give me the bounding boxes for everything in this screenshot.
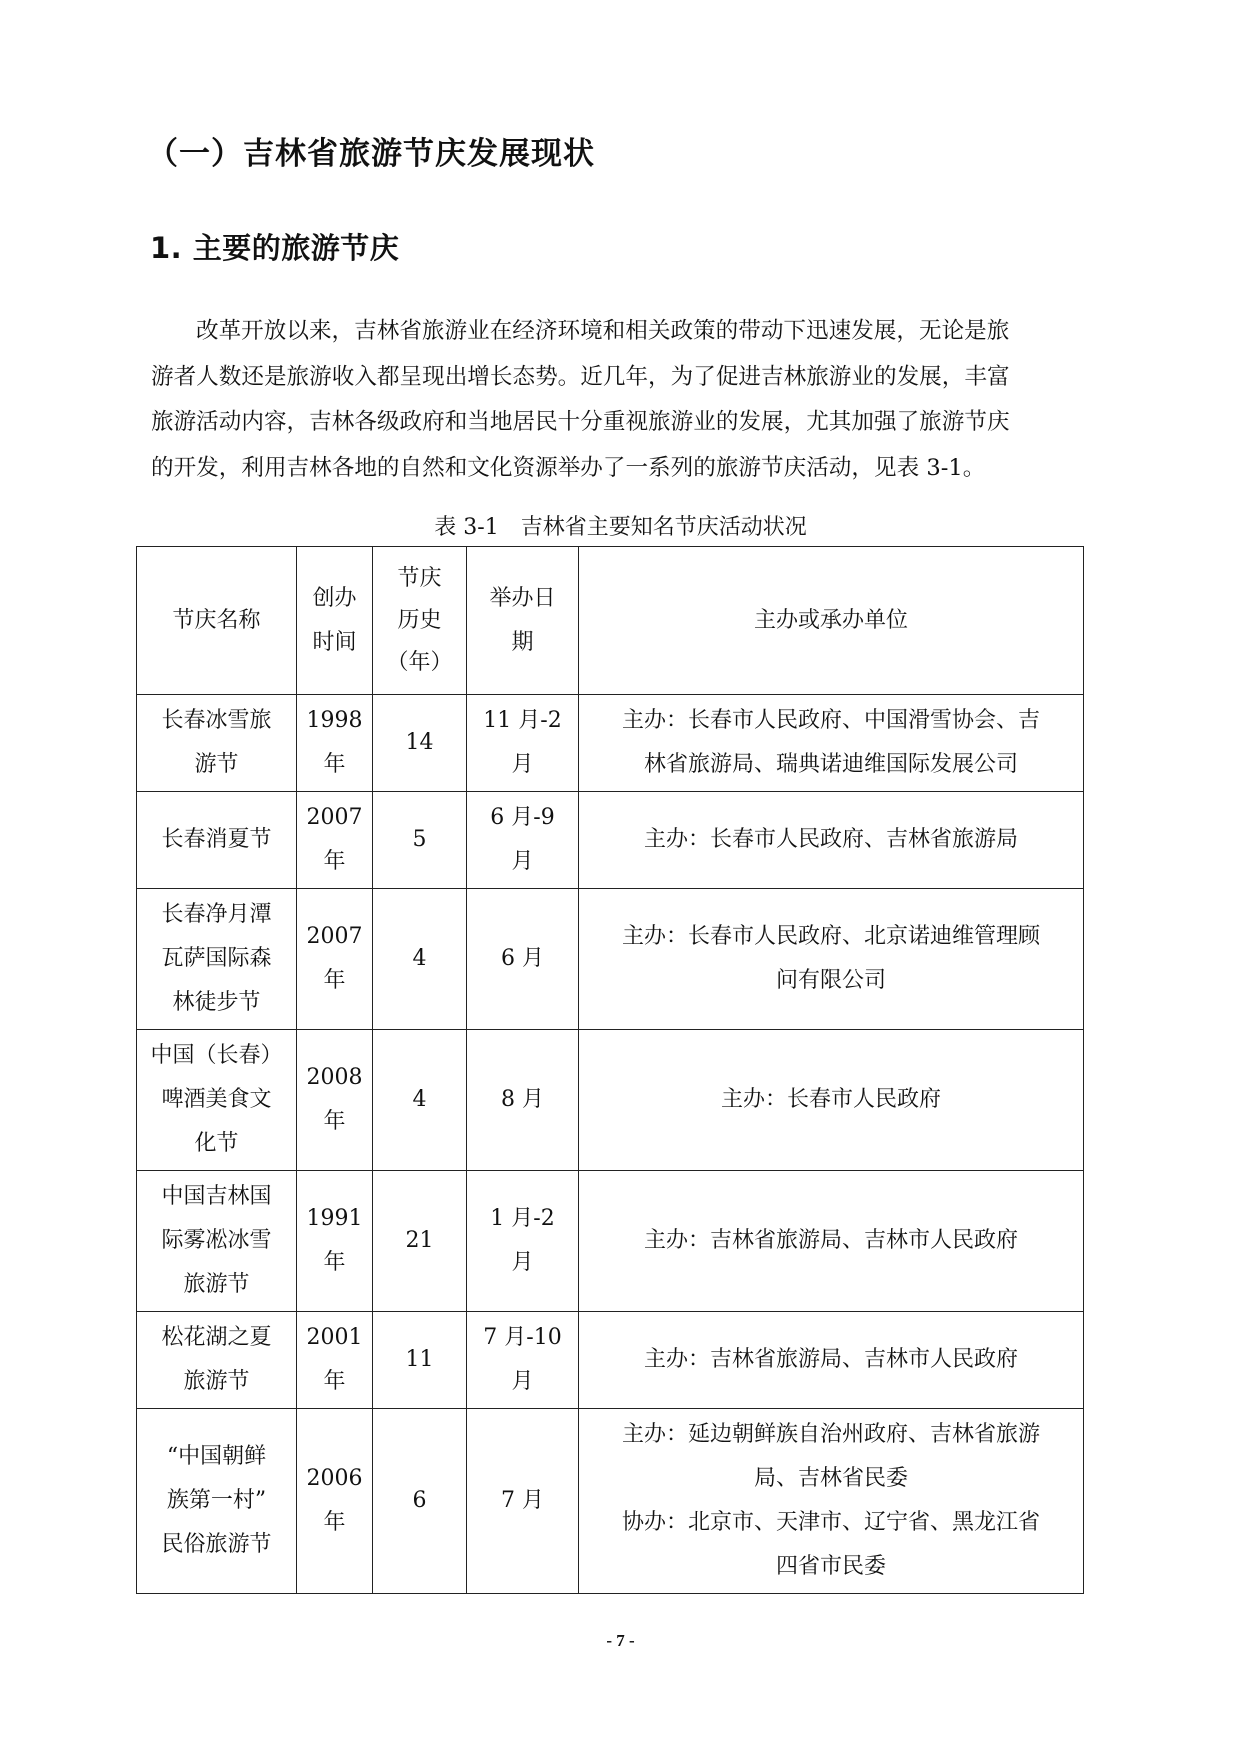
cell-line: 主办：长春市人民政府	[720, 1087, 941, 1112]
cell-line: 主办：长春市人民政府、中国滑雪协会、吉	[621, 708, 1040, 733]
cell-name	[137, 695, 297, 792]
cell-line: 协办：北京市、天津市、辽宁省、黑龙江省	[621, 1510, 1040, 1535]
cell-date	[467, 889, 579, 1030]
cell-line: 6 月	[501, 946, 544, 971]
header-line: （年）	[386, 649, 453, 675]
cell-line: 7 月	[501, 1488, 544, 1513]
table-row	[137, 1030, 1084, 1171]
header-line: 节庆	[397, 565, 442, 591]
cell-line: 局、吉林省民委	[753, 1466, 908, 1491]
cell-line: 月	[511, 1369, 534, 1394]
cell-line: 6 月-9	[490, 805, 555, 830]
paragraph-line: 游者人数还是旅游收入都呈现出增长态势。近几年，为了促进吉林旅游业的发展，丰富	[151, 363, 1010, 390]
cell-line: 年	[323, 849, 346, 874]
cell-line: 年	[323, 752, 346, 777]
cell-line: 旅游节	[183, 1272, 250, 1297]
cell-line: 月	[511, 849, 534, 874]
cell-founded	[297, 1409, 373, 1594]
page-number: - 7 -	[606, 1631, 635, 1650]
cell-line: 中国吉林国	[161, 1184, 272, 1209]
cell-history: 4	[373, 1030, 467, 1171]
cell-line: 民俗旅游节	[161, 1532, 272, 1557]
paragraph-line: 的开发，利用吉林各地的自然和文化资源举办了一系列的旅游节庆活动，见表 3-1。	[151, 454, 986, 481]
cell-name	[137, 1030, 297, 1171]
header-line: 期	[511, 629, 534, 655]
cell-organizer	[579, 1171, 1084, 1312]
cell-name	[137, 1409, 297, 1594]
cell-line: 月	[511, 1250, 534, 1275]
cell-line: 年	[323, 1109, 346, 1134]
cell-line: 主办：长春市人民政府、吉林省旅游局	[643, 827, 1018, 852]
cell-line: 林省旅游局、瑞典诺迪维国际发展公司	[643, 752, 1018, 777]
cell-line: 长春净月潭	[161, 902, 272, 927]
cell-line: 年	[323, 968, 346, 993]
cell-line: 中国（长春）	[150, 1043, 283, 1068]
cell-organizer	[579, 695, 1084, 792]
intro-paragraph	[151, 309, 1091, 491]
cell-founded	[297, 1312, 373, 1409]
cell-line: 主办：延边朝鲜族自治州政府、吉林省旅游	[621, 1422, 1040, 1447]
header-date	[467, 547, 579, 695]
table-row	[137, 1171, 1084, 1312]
header-line: 节庆名称	[172, 607, 261, 633]
header-founded	[297, 547, 373, 695]
cell-line: 长春冰雪旅	[161, 708, 272, 733]
header-name	[137, 547, 297, 695]
cell-date	[467, 1171, 579, 1312]
cell-organizer	[579, 889, 1084, 1030]
paragraph-line: 改革开放以来，吉林省旅游业在经济环境和相关政策的带动下迅速发展，无论是旅	[196, 318, 1010, 344]
cell-line: 游节	[194, 752, 239, 777]
cell-date	[467, 695, 579, 792]
cell-founded	[297, 1171, 373, 1312]
cell-line: 2008	[306, 1065, 363, 1090]
festival-table	[136, 546, 1084, 1594]
cell-history: 4	[373, 889, 467, 1030]
cell-organizer	[579, 1030, 1084, 1171]
cell-organizer	[579, 1409, 1084, 1594]
table-row	[137, 792, 1084, 889]
cell-history: 6	[373, 1409, 467, 1594]
cell-date	[467, 1409, 579, 1594]
header-organizer	[579, 547, 1084, 695]
cell-date	[467, 1312, 579, 1409]
cell-line: 际雾凇冰雪	[161, 1228, 272, 1253]
cell-line: 松花湖之夏	[161, 1325, 272, 1350]
paragraph-line: 旅游活动内容，吉林各级政府和当地居民十分重视旅游业的发展，尤其加强了旅游节庆	[151, 409, 1010, 435]
cell-line: 主办：长春市人民政府、北京诺迪维管理顾	[621, 924, 1040, 949]
cell-line: 月	[511, 752, 534, 777]
header-line: 历史	[397, 607, 442, 633]
subsection-title: 1. 主要的旅游节庆	[150, 231, 400, 265]
table-row	[137, 889, 1084, 1030]
header-line: 主办或承办单位	[753, 607, 908, 633]
cell-line: 年	[323, 1250, 346, 1275]
table-row	[137, 1409, 1084, 1594]
cell-name	[137, 792, 297, 889]
cell-line: 主办：吉林省旅游局、吉林市人民政府	[643, 1228, 1018, 1253]
cell-line: 长春消夏节	[161, 827, 272, 852]
cell-name	[137, 889, 297, 1030]
cell-line: 年	[323, 1510, 346, 1535]
cell-line: 族第一村”	[166, 1488, 267, 1513]
cell-line: 主办：吉林省旅游局、吉林市人民政府	[643, 1347, 1018, 1372]
cell-history: 5	[373, 792, 467, 889]
cell-line: 旅游节	[183, 1369, 250, 1394]
cell-line: “中国朝鲜	[166, 1444, 267, 1469]
cell-date	[467, 792, 579, 889]
cell-line: 1991	[306, 1206, 363, 1231]
cell-line: 瓦萨国际森	[161, 946, 272, 971]
cell-founded	[297, 889, 373, 1030]
cell-history: 14	[373, 695, 467, 792]
cell-line: 2006	[306, 1466, 363, 1491]
cell-line: 7 月-10	[483, 1325, 562, 1350]
cell-line: 林徒步节	[172, 990, 261, 1015]
cell-line: 问有限公司	[775, 968, 886, 993]
table-row	[137, 695, 1084, 792]
cell-line: 化节	[194, 1131, 239, 1156]
header-line: 创办	[312, 585, 357, 611]
cell-line: 2007	[306, 924, 363, 949]
cell-organizer	[579, 1312, 1084, 1409]
header-history	[373, 547, 467, 695]
cell-founded	[297, 695, 373, 792]
section-title: （一）吉林省旅游节庆发展现状	[147, 136, 595, 172]
cell-organizer	[579, 792, 1084, 889]
cell-line: 啤酒美食文	[161, 1087, 272, 1112]
table-row	[137, 1312, 1084, 1409]
cell-line: 1998	[306, 708, 363, 733]
cell-name	[137, 1312, 297, 1409]
cell-line: 四省市民委	[775, 1554, 886, 1579]
cell-founded	[297, 792, 373, 889]
cell-date	[467, 1030, 579, 1171]
cell-line: 2007	[306, 805, 363, 830]
cell-line: 1 月-2	[490, 1206, 555, 1231]
header-line: 举办日	[489, 585, 556, 611]
cell-line: 8 月	[501, 1087, 544, 1112]
cell-history: 21	[373, 1171, 467, 1312]
table-caption: 表 3-1 吉林省主要知名节庆活动状况	[434, 515, 807, 540]
cell-history: 11	[373, 1312, 467, 1409]
cell-line: 年	[323, 1369, 346, 1394]
cell-line: 11 月-2	[483, 708, 562, 733]
cell-founded	[297, 1030, 373, 1171]
header-line: 时间	[312, 629, 357, 655]
cell-line: 2001	[306, 1325, 363, 1350]
cell-name	[137, 1171, 297, 1312]
